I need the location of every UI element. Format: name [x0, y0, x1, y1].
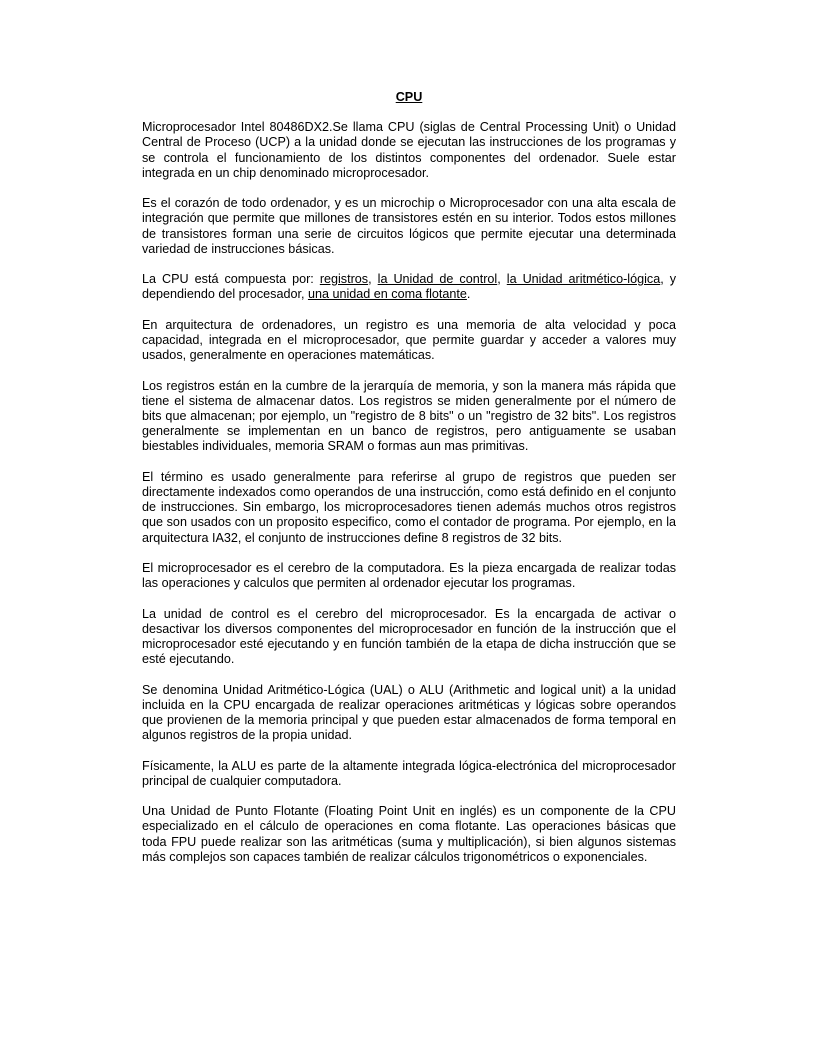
separator-text: ,	[368, 272, 378, 287]
document-title: CPU	[395, 90, 423, 104]
paragraph-alu-fisica: Físicamente, la ALU es parte de la altamente integrada lógica-electrónica del microprocesador principal de cualquier computadora.	[142, 758, 676, 788]
unidad-coma-flotante-link[interactable]: una unidad en coma flotante	[307, 287, 467, 302]
paragraph-alu: Se denomina Unidad Aritmético-Lógica (UAL) o ALU (Arithmetic and logical unit) a la unidad incluida en la CPU encargada de realizar operaciones aritméticas y lógicas sobre operandos que provienen de la memoria principal y que pueden estar almacenados de forma temporal en algunos registros de la propia unidad.	[142, 682, 676, 743]
paragraph-unidad-control: La unidad de control es el cerebro del microprocesador. Es la encargada de activar o desactivar los diversos componentes del microprocesador en función de la instrucción que el microprocesador esté ejecutando y en función también de la etapa de dicha instrucción que se esté ejecutando.	[142, 606, 676, 667]
composition-intro-text: La CPU está compuesta por:	[142, 272, 320, 287]
paragraph-registros-jerarquia: Los registros están en la cumbre de la jerarquía de memoria, y son la manera más rápida que tiene el sistema de almacenar datos. Los registros se miden generalmente por el número de bits que almacenan; por ejemplo, un "registro de 8 bits" o un "registro de 32 bits". Los registros generalmente se implementan en un banco de registros, pero antiguamente se usaban biestables individuales, memoria SRAM o formas aun mas primitivas.	[142, 378, 676, 454]
paragraph-microprocesador: El microprocesador es el cerebro de la computadora. Es la pieza encargada de realizar todas las operaciones y calculos que permiten al ordenador ejecutar los programas.	[142, 561, 676, 591]
end-punctuation: .	[466, 287, 471, 302]
document-body	[142, 90, 676, 880]
paragraph-intro: Microprocesador Intel 80486DX2.Se llama CPU (siglas de Central Processing Unit) o Unidad Central de Proceso (UCP) a la unidad donde se ejecutan las instrucciones de los programas y se controla el funcionamiento de los distintos componentes del ordenador. Suele estar integrada en un chip denominado microprocesador.	[142, 120, 676, 180]
paragraph-composition	[142, 272, 676, 302]
registros-link[interactable]: registros	[319, 272, 369, 287]
paragraph-fpu: Una Unidad de Punto Flotante (Floating Point Unit en inglés) es un componente de la CPU especializado en el cálculo de operaciones en coma flotante. Las operaciones básicas que toda FPU puede realizar son las aritméticas (suma y multiplicación), si bien algunos sistemas más complejos son capaces también de realizar cálculos trigonométricos o exponenciales.	[142, 804, 676, 864]
separator-text: , y dependiendo del procesador,	[142, 272, 677, 302]
paragraph-corazon: Es el corazón de todo ordenador, y es un microchip o Microprocesador con una alta escala de integración que permite que millones de transistores estén en su interior. Todos estos millones de transistores forman una serie de circuitos lógicos que permite ejecutar una determinada variedad de instrucciones básicas.	[142, 196, 676, 256]
separator-text: ,	[497, 272, 507, 287]
unidad-aritmetico-logica-link[interactable]: la Unidad aritmético-lógica	[506, 272, 661, 287]
unidad-de-control-link[interactable]: la Unidad de control	[377, 272, 498, 287]
paragraph-registro-definicion: En arquitectura de ordenadores, un registro es una memoria de alta velocidad y poca capacidad, integrada en el microprocesador, que permite guardar y acceder a valores muy usados, generalmente en operaciones matemáticas.	[142, 317, 676, 363]
paragraph-termino: El término es usado generalmente para referirse al grupo de registros que pueden ser directamente indexados como operandos de una instrucción, como está definido en el conjunto de instrucciones. Sin embargo, los microprocesadores tienen además muchos otros registros que son usados con un proposito especifico, como el contador de programa. Por ejemplo, en la arquitectura IA32, el conjunto de instrucciones define 8 registros de 32 bits.	[142, 469, 676, 545]
